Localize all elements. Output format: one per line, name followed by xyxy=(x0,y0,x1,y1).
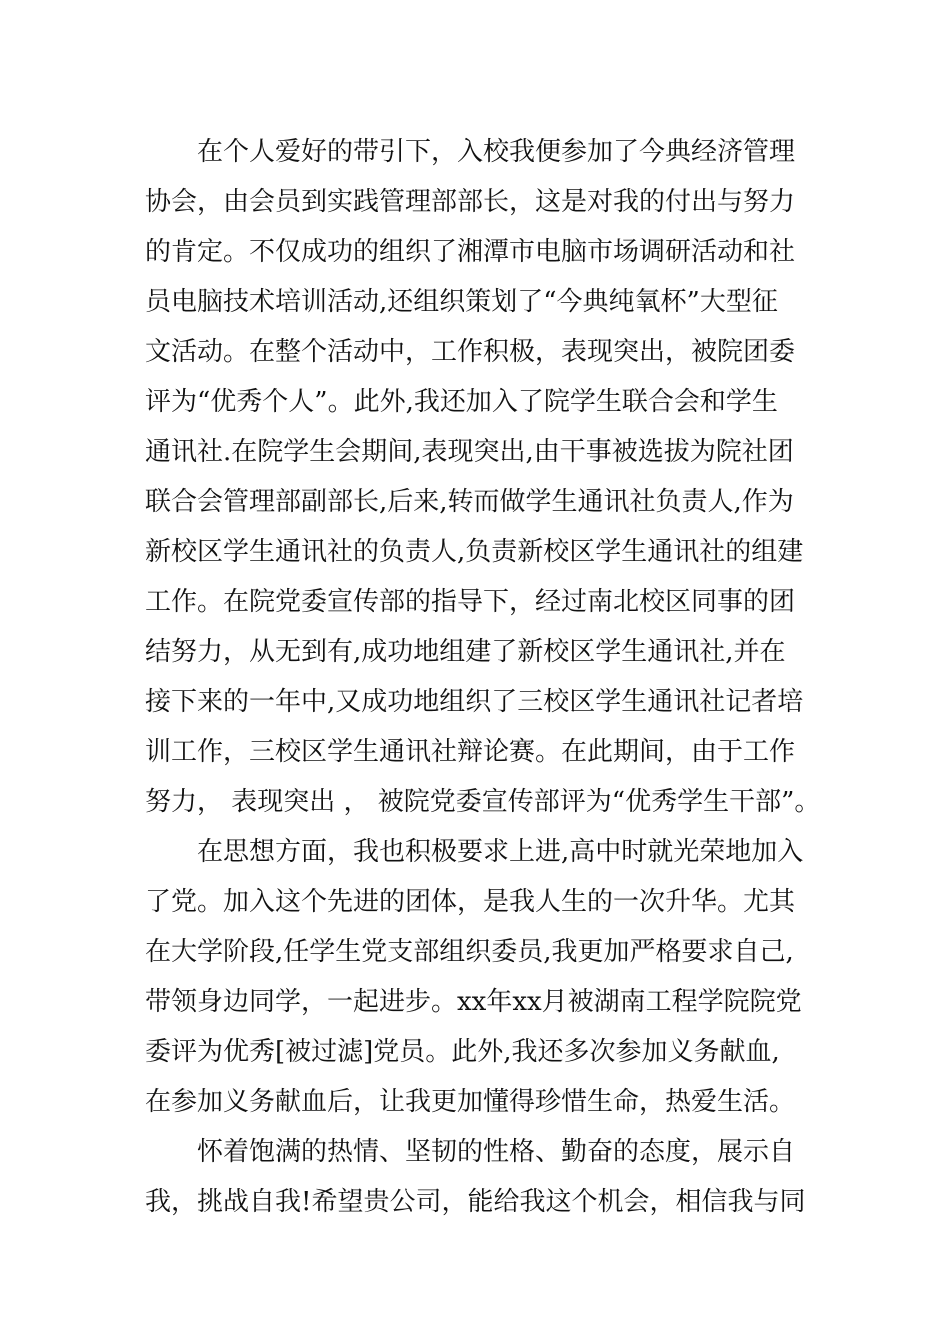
paragraph-1-line-10: 工作。在院党委宣传部的指导下，经过南北校区同事的团 xyxy=(145,587,796,617)
paragraph-1-line-11: 结努力，从无到有,成功地组建了新校区学生通讯社,并在 xyxy=(145,637,786,667)
paragraph-1-line-7: 通讯社.在院学生会期间,表现突出,由干事被选拔为院社团 xyxy=(145,437,794,467)
paragraph-2-line-4: 带领身边同学，一起进步。xx年xx月被湖南工程学院院党 xyxy=(145,987,802,1017)
paragraph-2-line-5: 委评为优秀[被过滤]党员。此外,我还多次参加义务献血, xyxy=(145,1037,780,1067)
paragraph-1-line-13: 训工作，三校区学生通讯社辩论赛。在此期间，由于工作 xyxy=(145,737,796,767)
paragraph-1-line-9: 新校区学生通讯社的负责人,负责新校区学生通讯社的组建 xyxy=(145,537,804,567)
paragraph-1-line-12: 接下来的一年中,又成功地组织了三校区学生通讯社记者培 xyxy=(145,687,804,717)
paragraph-1-line-8: 联合会管理部副部长,后来,转而做学生通讯社负责人,作为 xyxy=(145,487,794,517)
paragraph-1-line-4: 员电脑技术培训活动,还组织策划了“今典纯氧杯”大型征 xyxy=(145,287,778,317)
paragraph-1-line-3: 的肯定。不仅成功的组织了湘潭市电脑市场调研活动和社 xyxy=(145,237,796,267)
paragraph-2-line-1: 在思想方面，我也积极要求上进,高中时就光荣地加入 xyxy=(197,837,804,867)
paragraph-1-line-5: 文活动。在整个活动中，工作积极，表现突出，被院团委 xyxy=(145,337,796,367)
paragraph-1-line-1: 在个人爱好的带引下，入校我便参加了今典经济管理 xyxy=(197,137,796,167)
paragraph-1-line-6: 评为“优秀个人”。此外,我还加入了院学生联合会和学生 xyxy=(145,387,778,417)
paragraph-3-line-1: 怀着饱满的热情、坚韧的性格、勤奋的态度，展示自 xyxy=(197,1137,796,1167)
paragraph-1-line-2: 协会，由会员到实践管理部部长，这是对我的付出与努力 xyxy=(145,187,796,217)
paragraph-2-line-2: 了党。加入这个先进的团体，是我人生的一次升华。尤其 xyxy=(145,887,796,917)
paragraph-2-line-6: 在参加义务献血后，让我更加懂得珍惜生命，热爱生活。 xyxy=(145,1087,796,1117)
paragraph-2-line-3: 在大学阶段,任学生党支部组织委员,我更加严格要求自己, xyxy=(145,937,794,967)
paragraph-3-line-2: 我，挑战自我!希望贵公司，能给我这个机会，相信我与同 xyxy=(145,1187,806,1217)
paragraph-1-line-14: 努力， 表现突出 ， 被院党委宣传部评为“优秀学生干部”。 xyxy=(145,787,821,817)
body-text xyxy=(145,127,821,1227)
